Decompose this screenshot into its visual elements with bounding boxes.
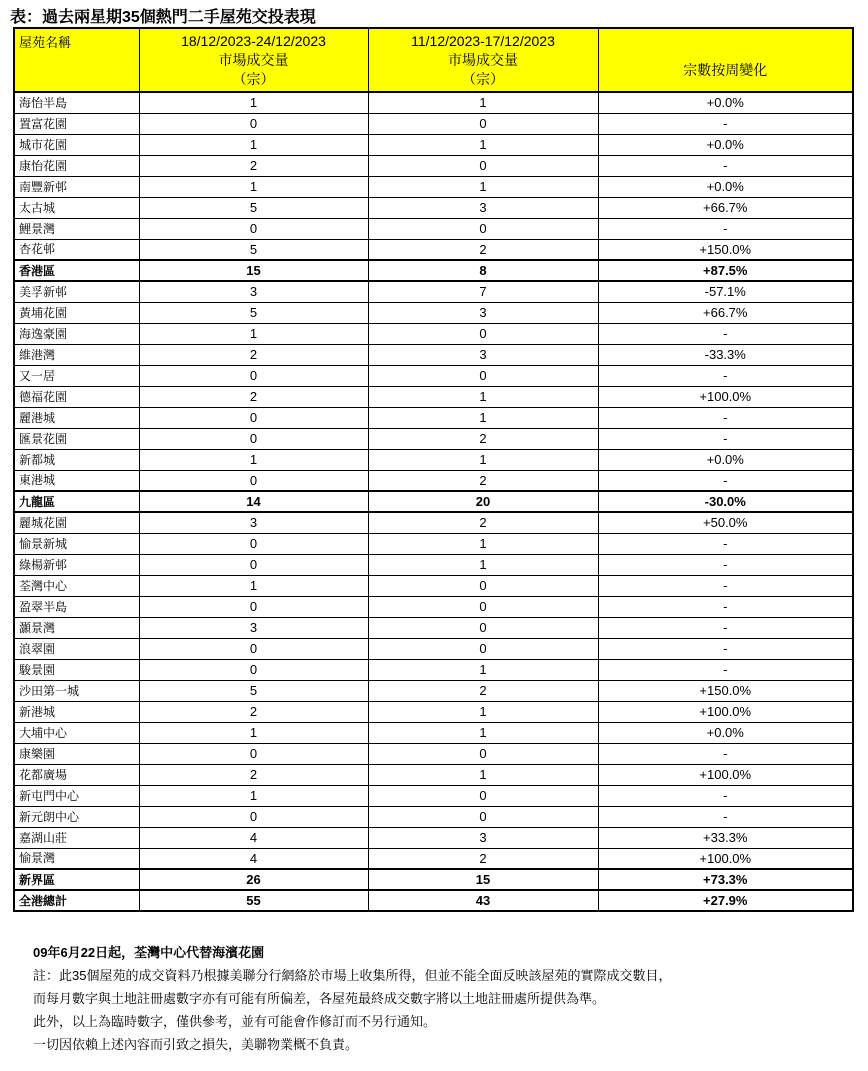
header-week1-volume (139, 28, 368, 92)
estate-name-cell: 沙田第一城 (14, 680, 139, 701)
table-row (14, 428, 853, 449)
week1-volume-cell: 1 (139, 722, 368, 743)
week1-volume-cell: 0 (139, 806, 368, 827)
header-week2-label: 市場成交量 (448, 51, 518, 68)
table-row (14, 449, 853, 470)
week2-volume-cell: 1 (368, 92, 598, 113)
table-row (14, 323, 853, 344)
week2-volume-cell: 1 (368, 134, 598, 155)
change-cell: - (598, 806, 853, 827)
week1-volume-cell: 14 (139, 491, 368, 512)
estate-name-cell: 新港城 (14, 701, 139, 722)
summary-row (14, 890, 853, 911)
table-row (14, 197, 853, 218)
week1-volume-cell: 26 (139, 869, 368, 890)
week2-volume-cell: 1 (368, 764, 598, 785)
week2-volume-cell: 3 (368, 344, 598, 365)
table-row (14, 617, 853, 638)
estate-name-cell: 德福花園 (14, 386, 139, 407)
week2-volume-cell: 3 (368, 197, 598, 218)
estate-name-cell: 大埔中心 (14, 722, 139, 743)
week1-volume-cell: 0 (139, 554, 368, 575)
week1-volume-cell: 0 (139, 113, 368, 134)
estate-name-cell: 新界區 (14, 869, 139, 890)
change-cell: -30.0% (598, 491, 853, 512)
footnote-line: 09年6月22日起，荃灣中心代替海濱花園 (33, 945, 265, 960)
week2-volume-cell: 2 (368, 428, 598, 449)
estate-name-cell: 駿景園 (14, 659, 139, 680)
week1-volume-cell: 0 (139, 743, 368, 764)
summary-row (14, 869, 853, 890)
footnote-line: 此外，以上為臨時數字，僅供參考，並有可能會作修訂而不另行通知。 (33, 1014, 437, 1029)
estate-name-cell: 灝景灣 (14, 617, 139, 638)
table-row (14, 533, 853, 554)
week1-volume-cell: 0 (139, 218, 368, 239)
footnote-line: 而每月數字與土地註冊處數字亦有可能有所偏差，各屋苑最終成交數字將以土地註冊處所提供為準。 (33, 991, 606, 1006)
table-row (14, 827, 853, 848)
week1-volume-cell: 1 (139, 323, 368, 344)
table-row (14, 680, 853, 701)
week1-volume-cell: 5 (139, 197, 368, 218)
table-row (14, 512, 853, 533)
estate-name-cell: 城市花園 (14, 134, 139, 155)
week1-volume-cell: 2 (139, 386, 368, 407)
change-cell: - (598, 155, 853, 176)
change-cell: - (598, 218, 853, 239)
header-week1-dates: 18/12/2023-24/12/2023 (181, 32, 326, 49)
change-cell: - (598, 470, 853, 491)
change-cell: - (598, 659, 853, 680)
estate-name-cell: 匯景花園 (14, 428, 139, 449)
estate-name-cell: 綠楊新邨 (14, 554, 139, 575)
week1-volume-cell: 2 (139, 344, 368, 365)
table-row (14, 785, 853, 806)
table-row (14, 554, 853, 575)
week2-volume-cell: 1 (368, 533, 598, 554)
estate-name-cell: 維港灣 (14, 344, 139, 365)
change-cell: - (598, 428, 853, 449)
table-row (14, 638, 853, 659)
table-row (14, 134, 853, 155)
header-week2-volume (368, 28, 598, 92)
week1-volume-cell: 2 (139, 155, 368, 176)
estate-name-cell: 太古城 (14, 197, 139, 218)
change-cell: +87.5% (598, 260, 853, 281)
change-cell: - (598, 638, 853, 659)
table-row (14, 848, 853, 869)
change-cell: +100.0% (598, 701, 853, 722)
estate-name-cell: 嘉湖山莊 (14, 827, 139, 848)
change-cell: +0.0% (598, 92, 853, 113)
estate-name-cell: 鯉景灣 (14, 218, 139, 239)
week2-volume-cell: 0 (368, 575, 598, 596)
week2-volume-cell: 1 (368, 407, 598, 428)
change-cell: - (598, 554, 853, 575)
week2-volume-cell: 0 (368, 218, 598, 239)
summary-row (14, 491, 853, 512)
change-cell: - (598, 575, 853, 596)
change-cell: +33.3% (598, 827, 853, 848)
estate-name-cell: 東港城 (14, 470, 139, 491)
table-row (14, 407, 853, 428)
week1-volume-cell: 5 (139, 680, 368, 701)
table-row (14, 92, 853, 113)
footnote-line: 一切因依賴上述內容而引致之損失，美聯物業概不負責。 (33, 1037, 359, 1052)
table-row (14, 722, 853, 743)
table-row (14, 764, 853, 785)
week2-volume-cell: 15 (368, 869, 598, 890)
change-cell: -33.3% (598, 344, 853, 365)
estate-name-cell: 愉景新城 (14, 533, 139, 554)
change-cell: - (598, 617, 853, 638)
change-cell: +0.0% (598, 449, 853, 470)
change-cell: - (598, 596, 853, 617)
week2-volume-cell: 3 (368, 827, 598, 848)
footnotes (33, 941, 671, 1056)
table-row (14, 218, 853, 239)
change-cell: +66.7% (598, 197, 853, 218)
week2-volume-cell: 2 (368, 848, 598, 869)
change-cell: - (598, 743, 853, 764)
week2-volume-cell: 2 (368, 512, 598, 533)
table-row (14, 302, 853, 323)
header-week1-unit: （宗） (232, 70, 275, 87)
change-cell: - (598, 365, 853, 386)
estate-name-cell: 置富花園 (14, 113, 139, 134)
change-cell: +150.0% (598, 680, 853, 701)
estate-name-cell: 麗港城 (14, 407, 139, 428)
estate-name-cell: 盈翠半島 (14, 596, 139, 617)
week2-volume-cell: 2 (368, 239, 598, 260)
week2-volume-cell: 0 (368, 155, 598, 176)
week1-volume-cell: 55 (139, 890, 368, 911)
change-cell: - (598, 323, 853, 344)
change-cell: +50.0% (598, 512, 853, 533)
table-row (14, 113, 853, 134)
week2-volume-cell: 0 (368, 806, 598, 827)
table-row (14, 806, 853, 827)
week1-volume-cell: 1 (139, 92, 368, 113)
estate-name-cell: 愉景灣 (14, 848, 139, 869)
week2-volume-cell: 1 (368, 722, 598, 743)
week1-volume-cell: 2 (139, 764, 368, 785)
change-cell: +150.0% (598, 239, 853, 260)
table-row (14, 155, 853, 176)
estate-name-cell: 海逸豪園 (14, 323, 139, 344)
week2-volume-cell: 1 (368, 449, 598, 470)
week1-volume-cell: 1 (139, 176, 368, 197)
header-row (14, 28, 853, 92)
week2-volume-cell: 2 (368, 470, 598, 491)
header-week2-unit: （宗） (462, 70, 504, 87)
estate-name-cell: 新元朗中心 (14, 806, 139, 827)
week1-volume-cell: 0 (139, 659, 368, 680)
estate-name-cell: 荃灣中心 (14, 575, 139, 596)
footnote-line: 註：此35個屋苑的成交資料乃根據美聯分行網絡於市場上收集所得，但並不能全面反映該屋苑的實際成交數目， (33, 968, 672, 983)
table-row (14, 176, 853, 197)
week2-volume-cell: 0 (368, 596, 598, 617)
week1-volume-cell: 3 (139, 281, 368, 302)
change-cell: +73.3% (598, 869, 853, 890)
week2-volume-cell: 0 (368, 785, 598, 806)
estate-name-cell: 海怡半島 (14, 92, 139, 113)
change-cell: - (598, 785, 853, 806)
week2-volume-cell: 1 (368, 554, 598, 575)
estate-name-cell: 九龍區 (14, 491, 139, 512)
estate-name-cell: 美孚新邨 (14, 281, 139, 302)
table-row (14, 344, 853, 365)
week2-volume-cell: 1 (368, 176, 598, 197)
change-cell: +100.0% (598, 848, 853, 869)
change-cell: +0.0% (598, 722, 853, 743)
week1-volume-cell: 0 (139, 428, 368, 449)
week2-volume-cell: 1 (368, 701, 598, 722)
week1-volume-cell: 0 (139, 470, 368, 491)
table-row (14, 743, 853, 764)
week2-volume-cell: 0 (368, 323, 598, 344)
week1-volume-cell: 15 (139, 260, 368, 281)
estate-name-cell: 麗城花園 (14, 512, 139, 533)
week2-volume-cell: 1 (368, 659, 598, 680)
week2-volume-cell: 0 (368, 113, 598, 134)
table-row (14, 365, 853, 386)
estate-name-cell: 康怡花園 (14, 155, 139, 176)
table-row (14, 575, 853, 596)
change-cell: +27.9% (598, 890, 853, 911)
week1-volume-cell: 0 (139, 533, 368, 554)
header-estate-name: 屋苑名稱 (14, 28, 139, 92)
week1-volume-cell: 0 (139, 365, 368, 386)
week1-volume-cell: 5 (139, 302, 368, 323)
week1-volume-cell: 2 (139, 701, 368, 722)
header-week1-label: 市場成交量 (218, 51, 289, 68)
week1-volume-cell: 1 (139, 449, 368, 470)
estate-name-cell: 全港總計 (14, 890, 139, 911)
week1-volume-cell: 5 (139, 239, 368, 260)
estate-name-cell: 南豐新邨 (14, 176, 139, 197)
week1-volume-cell: 1 (139, 134, 368, 155)
week2-volume-cell: 0 (368, 638, 598, 659)
change-cell: +100.0% (598, 386, 853, 407)
week2-volume-cell: 43 (368, 890, 598, 911)
week2-volume-cell: 20 (368, 491, 598, 512)
table-row (14, 239, 853, 260)
table-row (14, 470, 853, 491)
table-row (14, 281, 853, 302)
change-cell: +66.7% (598, 302, 853, 323)
week1-volume-cell: 1 (139, 575, 368, 596)
week1-volume-cell: 1 (139, 785, 368, 806)
week1-volume-cell: 4 (139, 848, 368, 869)
table-row (14, 659, 853, 680)
week2-volume-cell: 2 (368, 680, 598, 701)
week2-volume-cell: 8 (368, 260, 598, 281)
week2-volume-cell: 0 (368, 743, 598, 764)
week1-volume-cell: 3 (139, 512, 368, 533)
week2-volume-cell: 1 (368, 386, 598, 407)
week1-volume-cell: 0 (139, 596, 368, 617)
transactions-table (13, 27, 854, 912)
table-row (14, 386, 853, 407)
estate-name-cell: 又一居 (14, 365, 139, 386)
table-row (14, 701, 853, 722)
header-week2-dates: 11/12/2023-17/12/2023 (411, 32, 555, 49)
change-cell: - (598, 407, 853, 428)
estate-name-cell: 新屯門中心 (14, 785, 139, 806)
estate-name-cell: 花都廣場 (14, 764, 139, 785)
summary-row (14, 260, 853, 281)
week2-volume-cell: 0 (368, 617, 598, 638)
change-cell: +0.0% (598, 134, 853, 155)
estate-name-cell: 黃埔花園 (14, 302, 139, 323)
header-weekly-change (598, 28, 853, 92)
change-cell: -57.1% (598, 281, 853, 302)
week2-volume-cell: 0 (368, 365, 598, 386)
week2-volume-cell: 7 (368, 281, 598, 302)
change-cell: +0.0% (598, 176, 853, 197)
estate-name-cell: 康樂園 (14, 743, 139, 764)
header-weekly-change-label: 宗數按周變化 (683, 62, 768, 78)
change-cell: +100.0% (598, 764, 853, 785)
week1-volume-cell: 4 (139, 827, 368, 848)
estate-name-cell: 杏花邨 (14, 239, 139, 260)
week1-volume-cell: 0 (139, 638, 368, 659)
change-cell: - (598, 533, 853, 554)
week2-volume-cell: 3 (368, 302, 598, 323)
estate-name-cell: 浪翠園 (14, 638, 139, 659)
table-row (14, 596, 853, 617)
estate-name-cell: 新都城 (14, 449, 139, 470)
week1-volume-cell: 3 (139, 617, 368, 638)
change-cell: - (598, 113, 853, 134)
estate-name-cell: 香港區 (14, 260, 139, 281)
week1-volume-cell: 0 (139, 407, 368, 428)
page-title: 表：過去兩星期35個熱門二手屋苑交投表現 (10, 9, 316, 26)
